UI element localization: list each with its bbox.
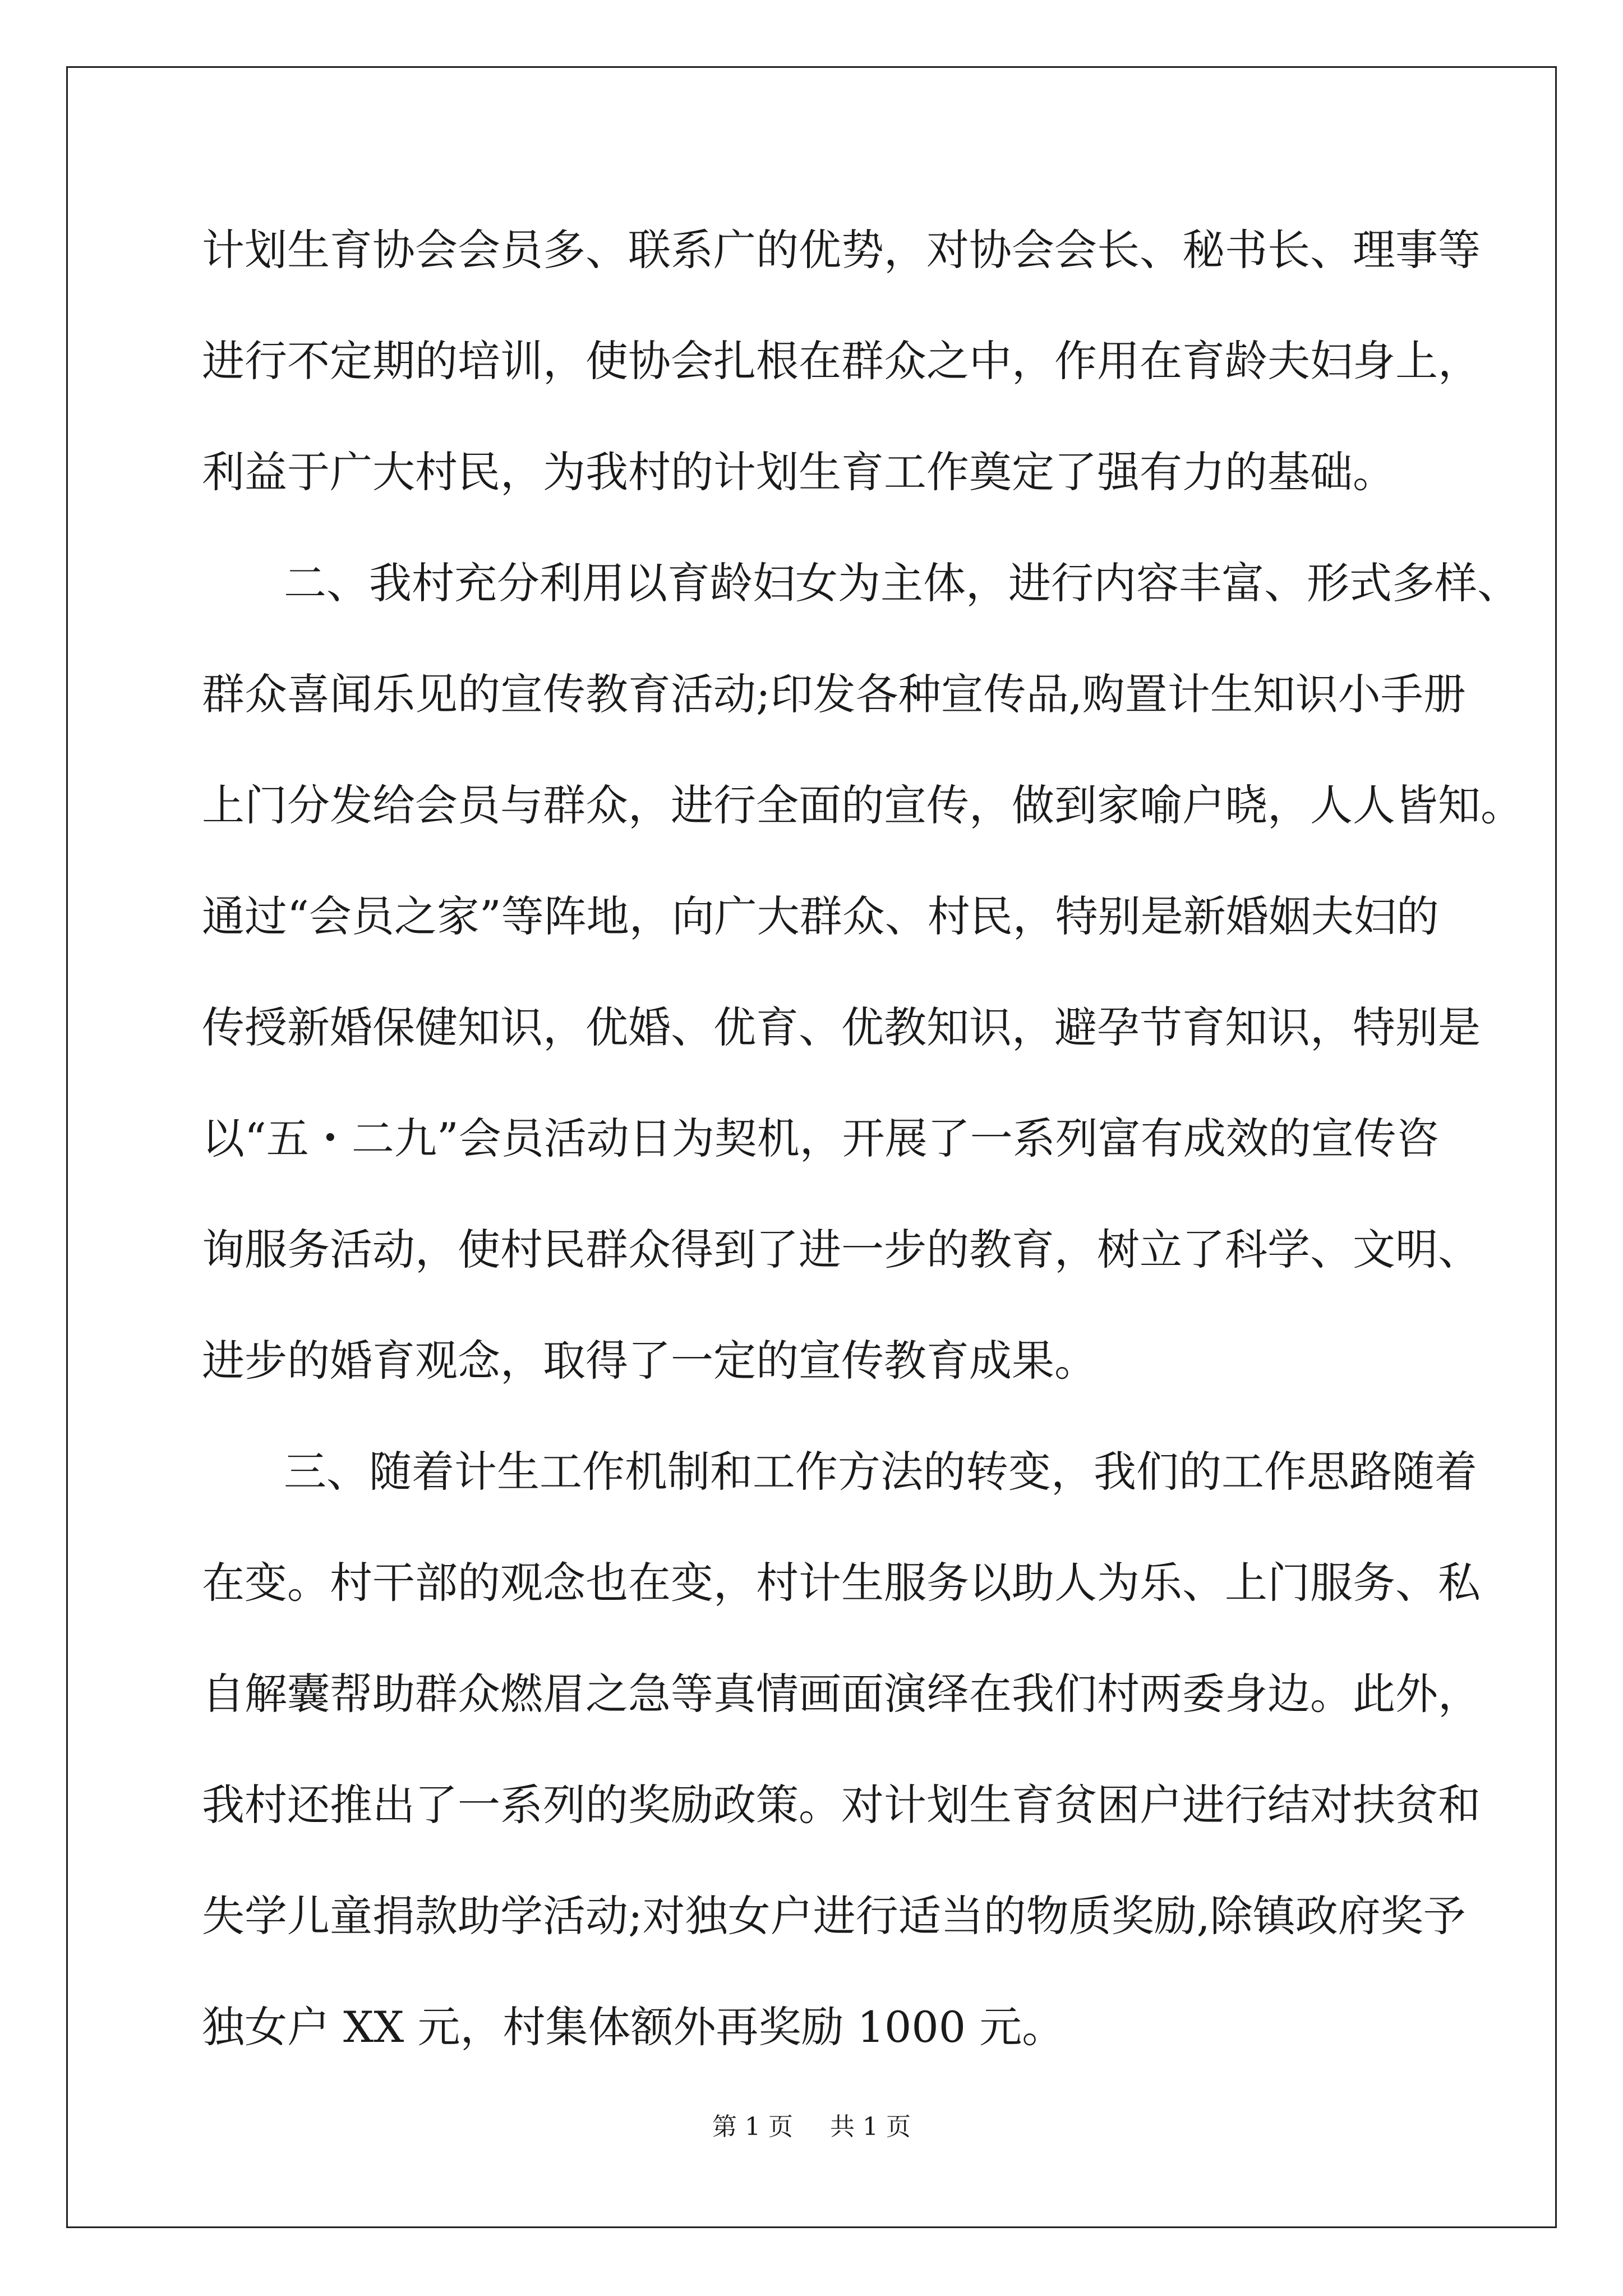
text-line: 以“五・二九”会员活动日为契机，开展了一系列富有成效的宣传咨	[202, 1114, 1439, 1163]
text-line: 独女户 XX 元，村集体额外再奖励 1000 元。	[202, 2002, 1065, 2052]
text-line: 询服务活动，使村民群众得到了进一步的教育，树立了科学、文明、	[202, 1225, 1481, 1274]
text-line: 失学儿童捐款助学活动;对独女户进行适当的物质奖励,除镇政府奖予	[202, 1891, 1466, 1941]
page-number: 第 1 页	[712, 2113, 793, 2141]
text-line: 传授新婚保健知识，优婚、优育、优教知识，避孕节育知识，特别是	[202, 1002, 1481, 1052]
text-line: 自解囊帮助群众燃眉之急等真情画面演绎在我们村两委身边。此外，	[202, 1669, 1481, 1719]
text-line: 在变。村干部的观念也在变，村计生服务以助人为乐、上门服务、私	[202, 1558, 1481, 1608]
text-line: 通过“会员之家”等阵地，向广大群众、村民，特别是新婚姻夫妇的	[202, 891, 1439, 941]
text-line: 进行不定期的培训，使协会扎根在群众之中，作用在育龄夫妇身上，	[202, 336, 1481, 386]
text-line: 上门分发给会员与群众，进行全面的宣传，做到家喻户晓，人人皆知。	[202, 780, 1523, 830]
document-body	[202, 209, 1523, 2097]
text-line: 三、随着计生工作机制和工作方法的转变，我们的工作思路随着	[284, 1447, 1477, 1497]
text-line: 二、我村充分利用以育龄妇女为主体，进行内容丰富、形式多样、	[284, 558, 1520, 608]
text-line: 利益于广大村民，为我村的计划生育工作奠定了强有力的基础。	[202, 447, 1395, 497]
text-line: 计划生育协会会员多、联系广的优势，对协会会长、秘书长、理事等	[202, 225, 1481, 275]
text-line: 我村还推出了一系列的奖励政策。对计划生育贫困户进行结对扶贫和	[202, 1780, 1481, 1830]
text-line: 群众喜闻乐见的宣传教育活动;印发各种宣传品,购置计生知识小手册	[202, 669, 1466, 719]
page-total: 共 1 页	[830, 2113, 911, 2141]
page-footer	[0, 2110, 1623, 2144]
text-line: 进步的婚育观念，取得了一定的宣传教育成果。	[202, 1336, 1097, 1386]
